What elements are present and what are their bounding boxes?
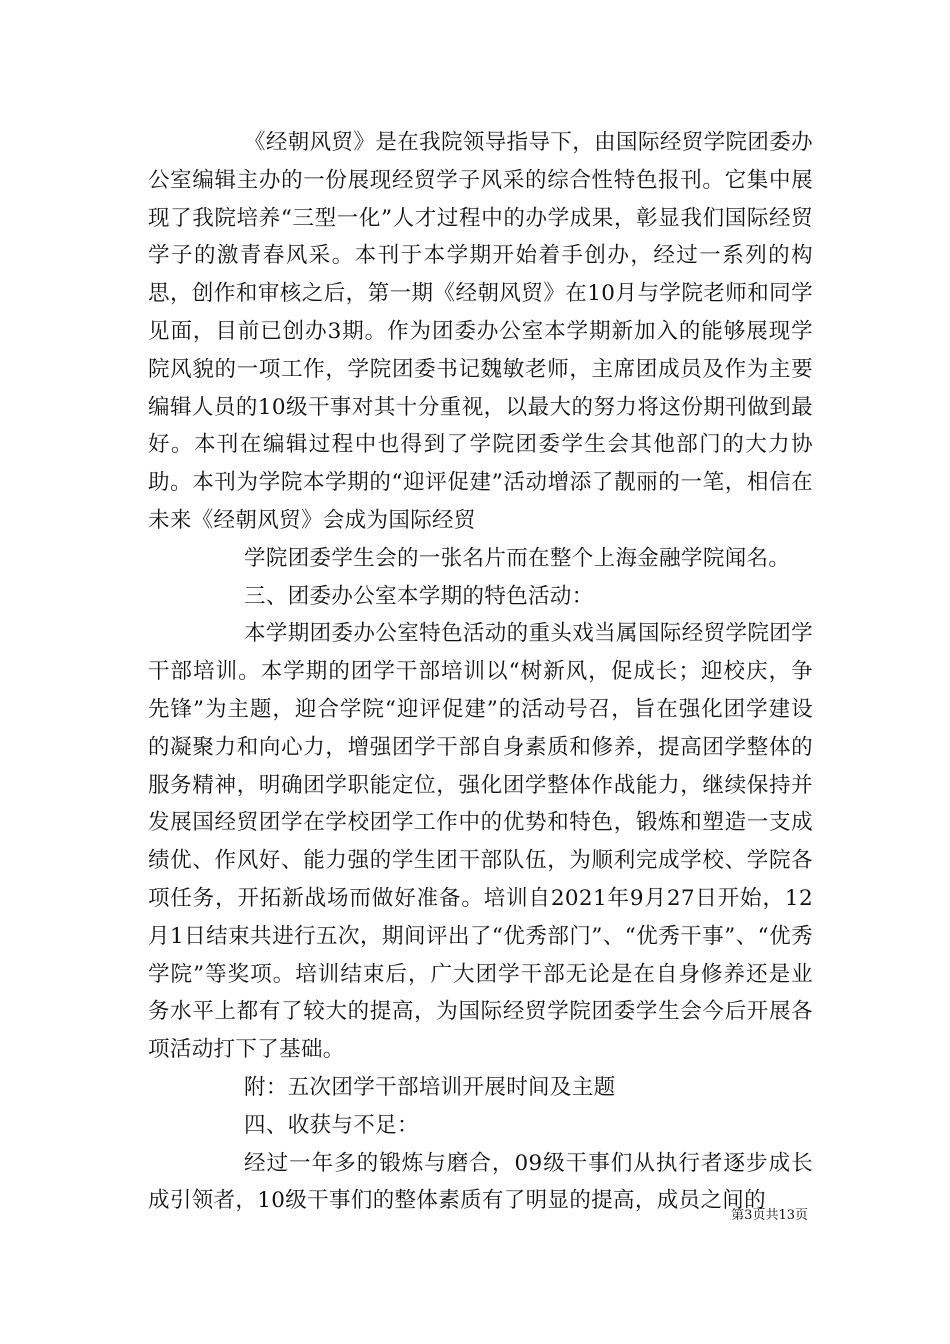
section-heading-special-activities: 三、团委办公室本学期的特色活动： [244, 583, 594, 609]
section-heading-gains-shortcomings: 四、收获与不足： [244, 1112, 419, 1138]
paragraph-appendix-note: 附：五次团学干部培训开展时间及主题 [244, 1074, 616, 1100]
paragraph-journal-intro: 《经朝风贸》是在我院领导指导下，由国际经贸学院团委办公室编辑主办的一份展现经贸学子风采的综合性特色报刊。它集中展现了我院培养“三型一化”人才过程中的办学成果，彰显我们国际经贸学子的激青春风采。本刊于本学期开始着手创办，经过一系列的构思，创作和审核之后，第一期《经朝风贸》在10月与学院老师和同学见面，目前已创办3期。作为团委办公室本学期新加入的能够展现学院风貌的一项工作，学院团委书记魏敏老师，主席团成员及作为主要编辑人员的10级干事对其十分重视，以最大的努力将这份期刊做到最好。本刊在编辑过程中也得到了学院团委学生会其他部门的大力协助。本刊为学院本学期的“迎评促建”活动增添了靓丽的一笔，相信在未来《经朝风贸》会成为国际经贸 [148, 130, 813, 533]
document-body [148, 124, 813, 1220]
paragraph-gains: 经过一年多的锻炼与磨合，09级干事们从执行者逐步成长成引领者，10级干事们的整体素质有了明显的提高，成员之间的 [148, 1150, 813, 1214]
paragraph-training: 本学期团委办公室特色活动的重头戏当属国际经贸学院团学干部培训。本学期的团学干部培训以“树新风，促成长；迎校庆，争先锋”为主题，迎合学院“迎评促建”的活动号召，旨在强化团学建设的凝聚力和向心力，增强团学干部自身素质和修养，提高团学整体的服务精神，明确团学职能定位，强化团学整体作战能力，继续保持并发展国经贸团学在学校团学工作中的优势和特色，锻炼和塑造一支成绩优、作风好、能力强的学生团干部队伍，为顺利完成学校、学院各项任务，开拓新战场而做好准备。培训自2021年9月27日开始，12月1日结束共进行五次，期间评出了“优秀部门”、“优秀干事”、“优秀学院”等奖项。培训结束后，广大团学干部无论是在自身修养还是业务水平上都有了较大的提高，为国际经贸学院团委学生会今后开展各项活动打下了基础。 [148, 621, 813, 1063]
paragraph-journal-continued: 学院团委学生会的一张名片而在整个上海金融学院闻名。 [244, 545, 791, 571]
page-number-footer: 第3页共13页 [731, 1208, 808, 1223]
